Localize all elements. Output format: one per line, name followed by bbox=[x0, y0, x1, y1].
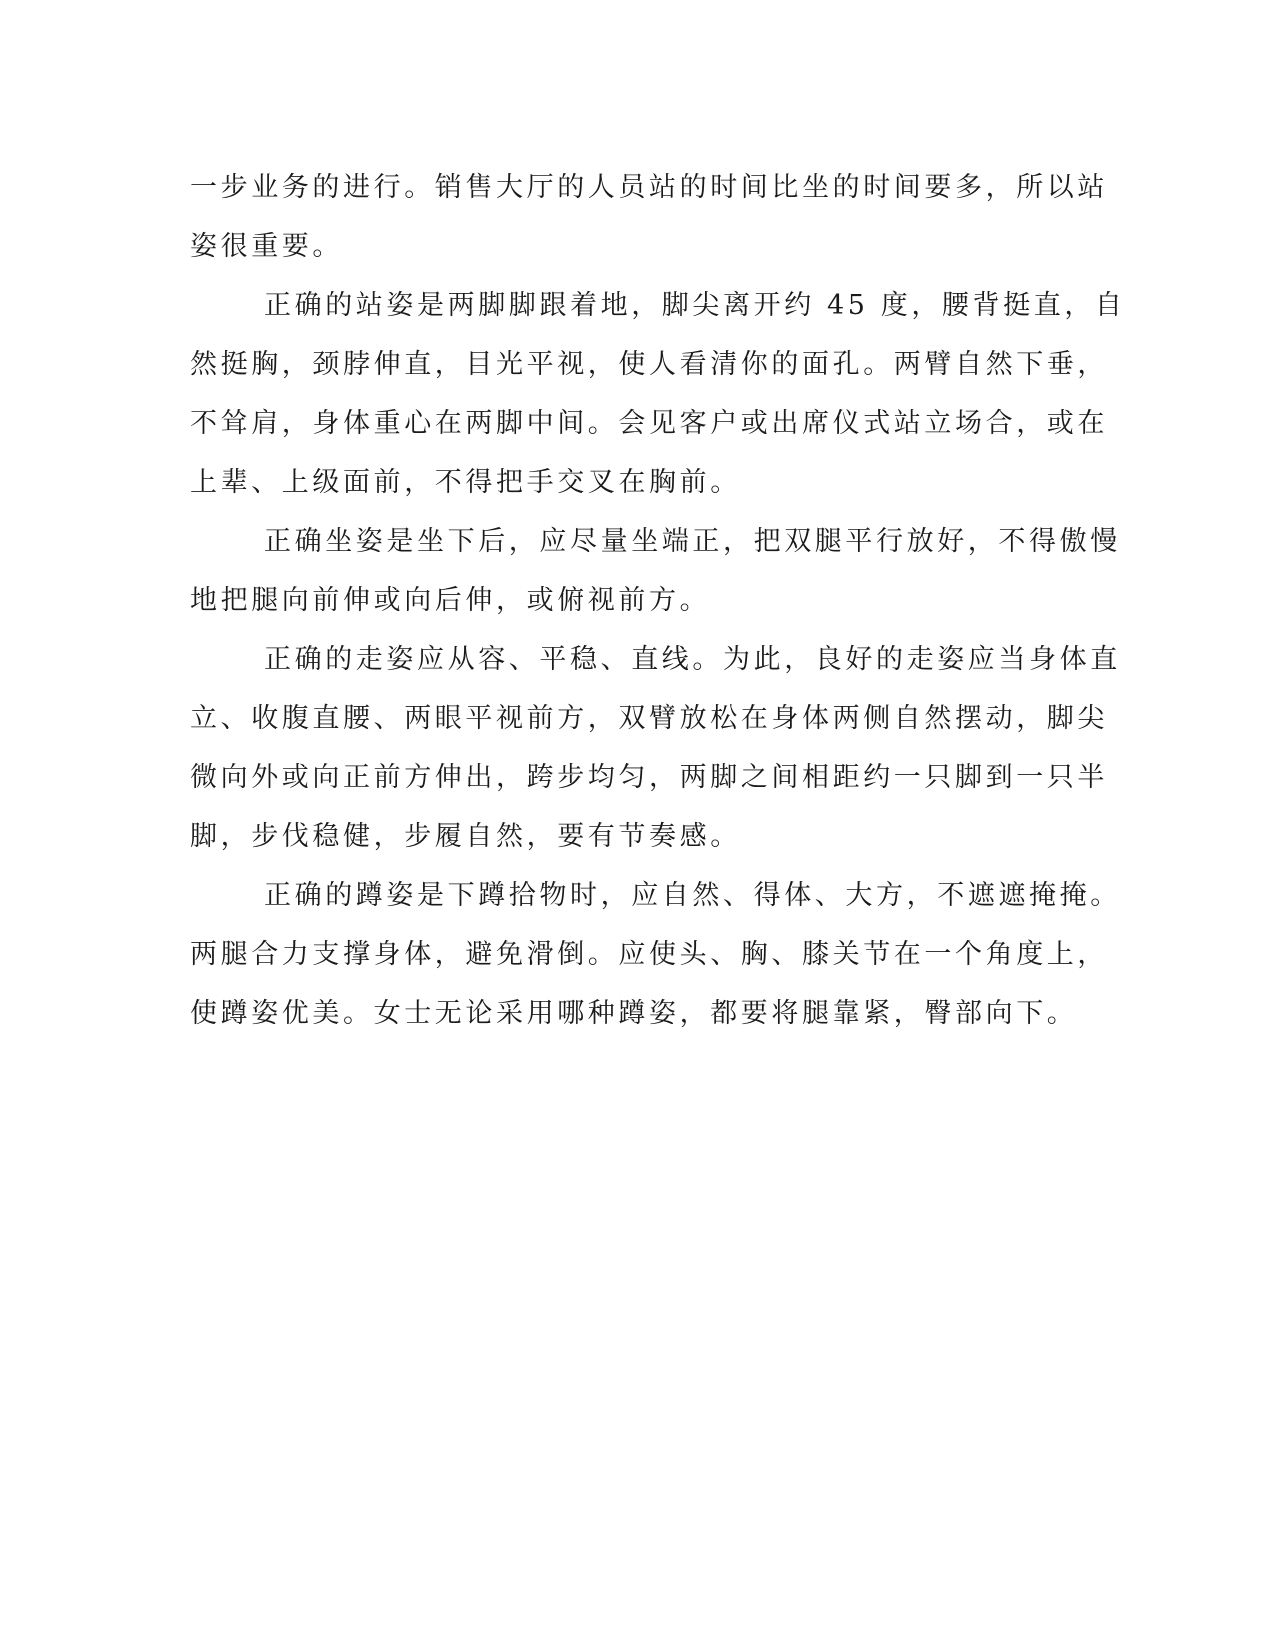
text-line: 上辈、上级面前，不得把手交叉在胸前。 bbox=[190, 467, 741, 498]
text-line: 微向外或向正前方伸出，跨步均匀，两脚之间相距约一只脚到一只半 bbox=[190, 762, 1108, 793]
text-line: 脚，步伐稳健，步履自然，要有节奏感。 bbox=[190, 821, 741, 852]
text-line: 然挺胸，颈脖伸直，目光平视，使人看清你的面孔。两臂自然下垂， bbox=[190, 349, 1108, 380]
text-line: 立、收腹直腰、两眼平视前方，双臂放松在身体两侧自然摆动，脚尖 bbox=[190, 703, 1108, 734]
document-body bbox=[190, 158, 1126, 1043]
text-line: 正确的蹲姿是下蹲拾物时，应自然、得体、大方，不遮遮掩掩。 bbox=[264, 880, 1121, 911]
paragraph-squatting-posture bbox=[190, 866, 1121, 1043]
text-line: 不耸肩，身体重心在两脚中间。会见客户或出席仪式站立场合，或在 bbox=[190, 408, 1108, 439]
text-line: 正确的走姿应从容、平稳、直线。为此，良好的走姿应当身体直 bbox=[264, 644, 1121, 675]
paragraph-sitting-posture bbox=[190, 512, 1121, 630]
text-line: 地把腿向前伸或向后伸，或俯视前方。 bbox=[190, 585, 711, 616]
text-line: 一步业务的进行。销售大厅的人员站的时间比坐的时间要多，所以站 bbox=[190, 172, 1108, 203]
paragraph-intro-continuation bbox=[190, 158, 1108, 276]
paragraph-standing-posture bbox=[190, 276, 1126, 512]
text-line: 使蹲姿优美。女士无论采用哪种蹲姿，都要将腿靠紧，臀部向下。 bbox=[190, 998, 1078, 1029]
text-line: 姿很重要。 bbox=[190, 231, 343, 262]
text-line: 正确的站姿是两脚脚跟着地，脚尖离开约 45 度，腰背挺直，自 bbox=[264, 290, 1126, 321]
text-line: 两腿合力支撑身体，避免滑倒。应使头、胸、膝关节在一个角度上， bbox=[190, 939, 1108, 970]
text-line: 正确坐姿是坐下后，应尽量坐端正，把双腿平行放好，不得傲慢 bbox=[264, 526, 1121, 557]
paragraph-walking-posture bbox=[190, 630, 1121, 866]
